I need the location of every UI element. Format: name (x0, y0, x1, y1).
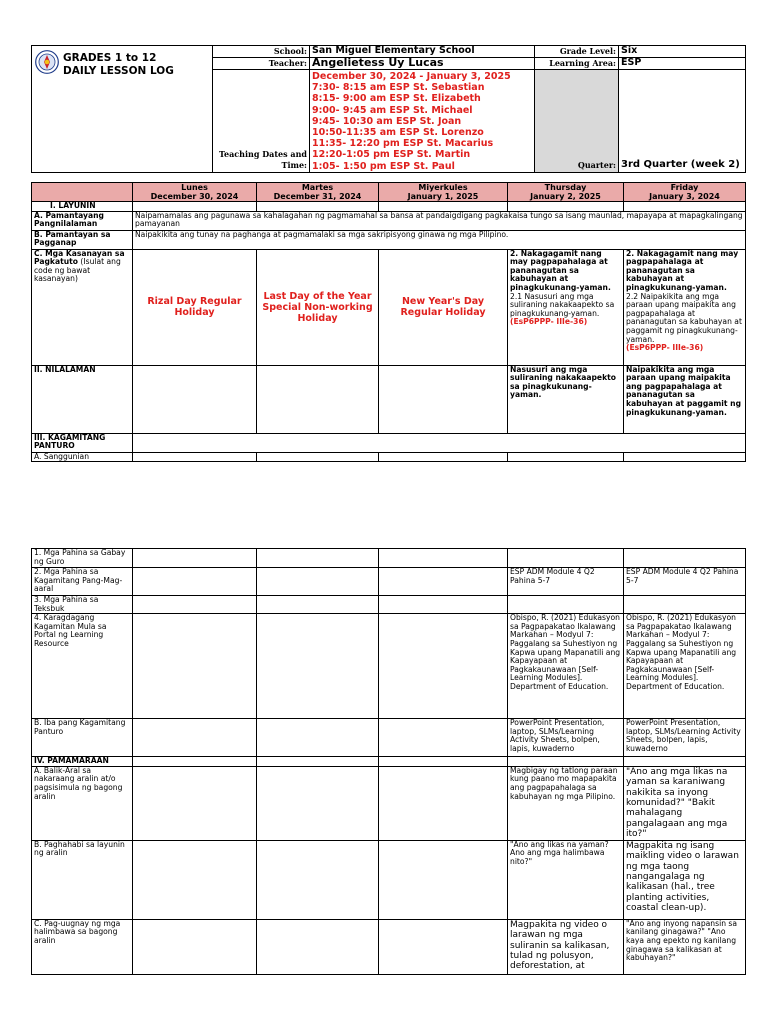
friday-purpose: Magpakita ng isang maikling video o larawan ng mga taong nangangalaga ng kalikasan (hal., tree planting activities, coastal clean-up). (624, 840, 746, 919)
friday-other-materials: PowerPoint Presentation, laptop, SLMs/Learning Activity Sheets, bolpen, lapis, kuwaderno (624, 719, 746, 757)
purpose-label: B. Paghahabi sa layunin ng aralin (32, 840, 133, 919)
schedule-line: 1:05- 1:50 pm ESP St. Paul (312, 160, 455, 172)
learning-area-label: Learning Area: (535, 58, 619, 70)
friday-lr-materials: Obispo, R. (2021) Edukasyon sa Pagpapakatao Ikalawang Markahan – Modyul 7: Paggalang sa Suhestiyon ng Kapwa upang Mapanatili ang Kapayapaan at Pagkakaunawaan [Self-Learning Modules]. Department of Education. (624, 614, 746, 719)
header-title: GRADES 1 to 12 DAILY LESSON LOG (63, 52, 174, 77)
grade-level-label: Grade Level: (535, 46, 619, 58)
day-header-friday: Friday January 3, 2024 (624, 183, 746, 202)
kagamitan-heading: III. KAGAMITANG PANTURO (32, 433, 133, 452)
thursday-lr-materials: Obispo, R. (2021) Edukasyon sa Pagpapakatao Ikalawang Markahan – Modyul 7: Paggalang sa Suhestiyon ng Kapwa upang Mapanatili ang Kapayapaan at Pagkakaunawaan [Self-Learning Modules]. Department of Education. (508, 614, 624, 719)
schedule-line: 12:20-1:05 pm ESP St. Martin (312, 149, 471, 161)
schedule-line: 9:45- 10:30 am ESP St. Joan (312, 115, 462, 127)
teacher-value: Angelietess Uy Lucas (310, 58, 535, 70)
friday-examples: "Ano ang inyong napansin sa kanilang ginagawa?" "Ano kaya ang epekto ng kanilang ginagawa sa kalikasan at kabuhayan?" (624, 919, 746, 974)
thursday-review: Magbigay ng tatlong paraan kung paano mo mapapakita ang pagpapahalaga sa kabuhayan ng mga Pilipino. (508, 766, 624, 840)
day-header-tuesday: Martes December 31, 2024 (257, 183, 379, 202)
schedule-line: December 30, 2024 - January 3, 2025 (312, 71, 511, 82)
performance-standard-text: Naipakikita ang tunay na paghanga at pagmamalaki sa mga sakripisyong ginawa ng mga Pilipino. (133, 230, 746, 249)
thursday-competency: 2. Nakagagamit nang may pagpapahalaga at pananagutan sa kabuhayan at pinagkukunang-yaman. 2.1 Nasusuri ang mga suliraning nakakaapekto sa pinagkukunang-yaman. (EsP6PPP- IIIe-36) (508, 249, 624, 365)
learner-material-pages-label: 2. Mga Pahina sa Kagamitang Pang-Mag-aaral (32, 568, 133, 596)
day-header-blank (32, 183, 133, 202)
content-standard-label: A. Pamantayang Pangnilalaman (32, 211, 133, 230)
lesson-log-header (31, 45, 746, 173)
holiday-tuesday: Last Day of the Year Special Non-working Holiday (257, 249, 379, 365)
schedule-line: 7:30- 8:15 am ESP St. Sebastian (312, 82, 485, 94)
schedule-list (310, 70, 535, 173)
thursday-other-materials: PowerPoint Presentation, laptop, SLMs/Learning Activity Sheets, bolpen, lapis, kuwaderno (508, 719, 624, 757)
day-header-wednesday: Miyerkules January 1, 2025 (379, 183, 508, 202)
schedule-line: 10:50-11:35 am ESP St. Lorenzo (312, 127, 484, 139)
school-value: San Miguel Elementary School (310, 46, 535, 58)
deped-seal-icon (35, 50, 59, 74)
day-header-thursday: Thursday January 2, 2025 (508, 183, 624, 202)
schedule-line: 9:00- 9:45 am ESP St. Michael (312, 104, 473, 116)
teacher-label: Teacher: (213, 58, 310, 70)
examples-label: C. Pag-uugnay ng mga halimbawa sa bagong aralin (32, 919, 133, 974)
teaching-dates-label: Teaching Dates and Time: (213, 70, 310, 173)
friday-competency: 2. Nakagagamit nang may pagpapahalaga at pananagutan sa kabuhayan at pinagkukunang-yaman. 2.2 Naipakikita ang mga paraan upang maipakita ang pagpapahalaga at pananagutan sa kabuhayan at paggamit ng pinagkukunang-yaman. (EsP6PPP- IIIe-36) (624, 249, 746, 365)
holiday-monday: Rizal Day Regular Holiday (133, 249, 257, 365)
grade-level-value: Six (619, 46, 746, 58)
other-materials-label: B. Iba pang Kagamitang Panturo (32, 719, 133, 757)
friday-learner-pages: ESP ADM Module 4 Q2 Pahina 5-7 (624, 568, 746, 596)
thursday-content: Nasusuri ang mga suliraning nakakaapekto sa pinagkukunang-yaman. (508, 365, 624, 433)
school-label: School: (213, 46, 310, 58)
holiday-wednesday: New Year's Day Regular Holiday (379, 249, 508, 365)
nilalaman-heading: II. NILALAMAN (32, 365, 133, 433)
schedule-line: 11:35- 12:20 pm ESP St. Macarius (312, 138, 494, 150)
quarter-value: 3rd Quarter (week 2) (619, 70, 746, 173)
teacher-guide-pages-label: 1. Mga Pahina sa Gabay ng Guro (32, 549, 133, 568)
schedule-line: 8:15- 9:00 am ESP St. Elizabeth (312, 93, 481, 105)
lr-portal-materials-label: 4. Karagdagang Kagamitan Mula sa Portal ng Learning Resource (32, 614, 133, 719)
quarter-label: Quarter: (535, 70, 619, 173)
thursday-purpose: "Ano ang likas na yaman? Ano ang mga halimbawa nito?" (508, 840, 624, 919)
content-standard-text: Naipamamalas ang pagunawa sa kahalagahan ng pagmamahal sa bansa at pandaigdigang pagkakaisa tungo sa isang maunlad, mapayapa at mapagkalingang pamayanan (133, 211, 746, 230)
lesson-log-table-continued (31, 548, 746, 975)
competencies-label: C. Mga Kasanayan sa Pagkatuto (Isulat ang code ng bawat kasanayan) (32, 249, 133, 365)
day-header-monday: Lunes December 30, 2024 (133, 183, 257, 202)
sanggunian-label: A. Sanggunian (32, 452, 133, 462)
performance-standard-label: B. Pamantayan sa Pagganap (32, 230, 133, 249)
friday-content: Naipakikita ang mga paraan upang maipakita ang pagpapahalaga at pananagutan sa kabuhayan at paggamit ng pinagkukunang-yaman. (624, 365, 746, 433)
learning-area-value: ESP (619, 58, 746, 70)
pamamaraan-heading: IV. PAMAMARAAN (32, 757, 133, 767)
header-logo-cell (32, 46, 213, 173)
thursday-learner-pages: ESP ADM Module 4 Q2 Pahina 5-7 (508, 568, 624, 596)
review-label: A. Balik-Aral sa nakaraang aralin at/o pagsisimula ng bagong aralin (32, 766, 133, 840)
textbook-pages-label: 3. Mga Pahina sa Teksbuk (32, 596, 133, 614)
layunin-heading: I. LAYUNIN (32, 202, 133, 212)
friday-review: "Ano ang mga likas na yaman sa karaniwang nakikita sa inyong komunidad?" "Bakit mahalagang pangalagaan ang mga ito?" (624, 766, 746, 840)
thursday-examples: Magpakita ng video o larawan ng mga suliranin sa kalikasan, tulad ng polusyon, deforestation, at (508, 919, 624, 974)
lesson-log-table (31, 182, 746, 462)
